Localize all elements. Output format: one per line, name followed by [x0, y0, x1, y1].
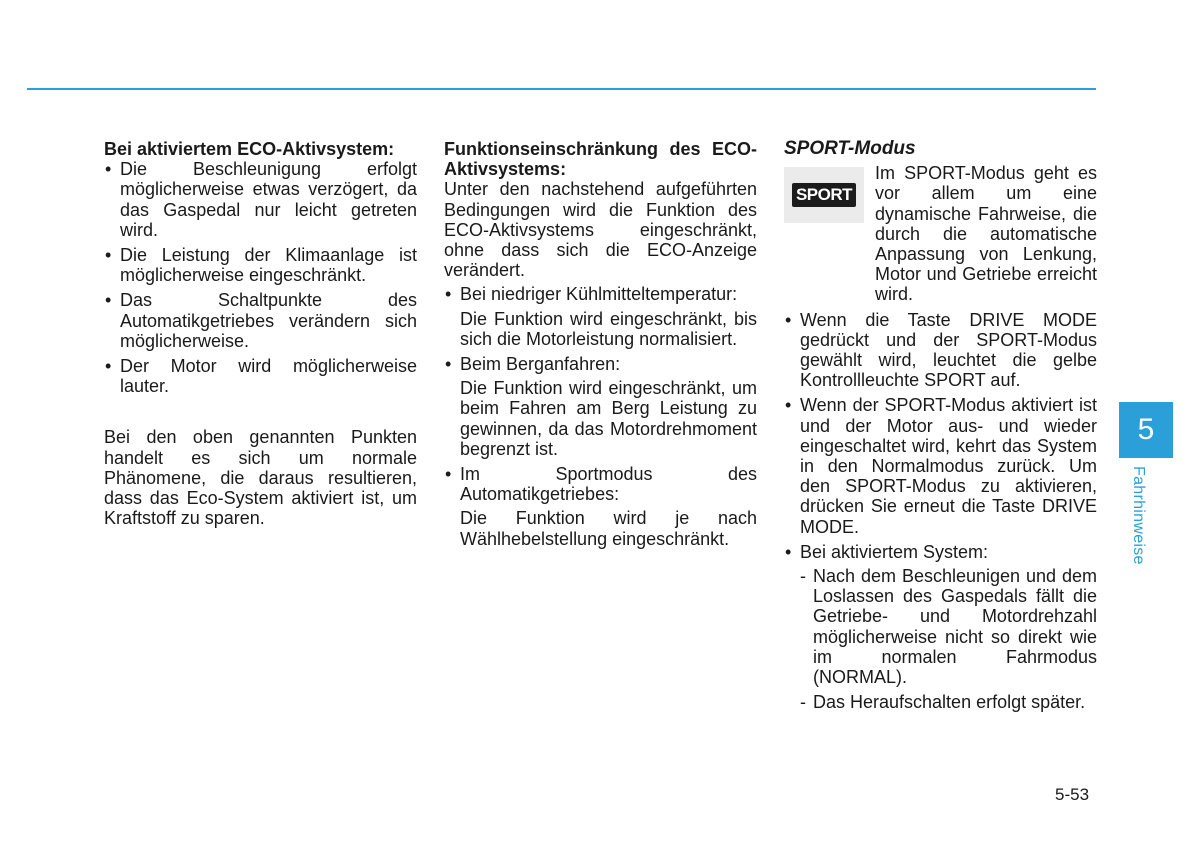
list-item: • Wenn die Taste DRIVE MODE gedrückt und der SPORT-Modus gewählt wird, leuchtet die gelbe Kontrollleuchte SPORT auf.: [784, 310, 1097, 391]
top-rule: [27, 88, 1096, 90]
sport-indicator-illustration: [784, 167, 864, 223]
list-item: • Die Leistung der Klimaanlage ist möglicherweise eingeschränkt.: [104, 245, 417, 285]
list-item: • Der Motor wird möglicherweise lauter.: [104, 356, 417, 396]
list-item: • Das Schaltpunkte des Automatikgetriebes verändern sich möglicherweise.: [104, 290, 417, 351]
eco-limitations-list: [444, 284, 757, 548]
sport-mode-heading: SPORT-Modus: [784, 138, 916, 159]
item-label: Beim Berganfahren:: [460, 354, 621, 375]
item-label: Bei aktiviertem System:: [800, 541, 989, 562]
list-item: [444, 354, 757, 459]
item-detail: Die Funktion wird eingeschränkt, um beim Fahren am Berg Leistung zu gewinnen, da das Motordrehmoment begrenzt ist.: [460, 378, 757, 459]
chapter-title: Fahrhinweise: [1130, 466, 1147, 565]
eco-active-bullets: [104, 159, 417, 396]
list-item: - Das Heraufschalten erfolgt später.: [800, 692, 1097, 712]
column-sport-mode: [784, 139, 1097, 717]
sport-mode-intro: Im SPORT-Modus geht es vor allem um eine dynamische Fahrweise, die durch die automatische Anpassung von Lenkung, Motor und Getriebe erreicht wird.: [875, 163, 1097, 305]
page-number: 5-53: [1055, 785, 1090, 804]
sport-intro-block: [784, 163, 1097, 304]
item-label: Im Sportmodus des Automatikgetriebes:: [460, 464, 757, 505]
list-item: [444, 464, 757, 549]
sport-indicator-icon: SPORT: [792, 183, 856, 207]
column-eco-limitations: [444, 139, 757, 554]
sport-mode-sub-list: [800, 566, 1097, 712]
eco-active-heading: Bei aktiviertem ECO-Aktivsystem:: [104, 139, 395, 159]
list-item: [784, 542, 1097, 713]
list-item: • Die Beschleunigung erfolgt möglicherweise etwas verzögert, da das Gaspedal nur leicht getreten wird.: [104, 159, 417, 240]
item-label: Bei niedriger Kühlmitteltemperatur:: [460, 284, 738, 305]
chapter-tab: 5: [1119, 402, 1173, 458]
eco-active-paragraph: Bei den oben genannten Punkten handelt es sich um normale Phänomene, die daraus resultieren, dass das Eco-System aktiviert ist, um Kraftstoff zu sparen.: [104, 427, 417, 529]
list-item: • Wenn der SPORT-Modus aktiviert ist und der Motor aus- und wieder eingeschaltet wird, kehrt das System in den Normalmodus zurück. Um den SPORT-Modus zu aktivieren, drücken Sie erneut die Taste DRIVE MODE.: [784, 395, 1097, 536]
list-item: - Nach dem Beschleunigen und dem Loslassen des Gaspedals fällt die Getriebe- und Motordrehzahl möglicherweise nicht so direkt wie im normalen Fahrmodus (NORMAL).: [800, 566, 1097, 687]
item-detail: Die Funktion wird eingeschränkt, bis sich die Motorleistung normalisiert.: [460, 308, 757, 349]
eco-limitations-intro: Unter den nachstehend aufgeführten Bedingungen wird die Funktion des ECO-Aktivsystems eingeschränkt, ohne dass sich die ECO-Anzeige verändert.: [444, 179, 757, 281]
sport-mode-bullets: [784, 310, 1097, 713]
item-detail: Die Funktion wird je nach Wählhebelstellung eingeschränkt.: [460, 508, 757, 549]
column-eco-active: [104, 139, 417, 532]
eco-limitations-heading: Funktionseinschränkung des ECO-Aktivsystems:: [444, 139, 757, 180]
list-item: [444, 284, 757, 349]
